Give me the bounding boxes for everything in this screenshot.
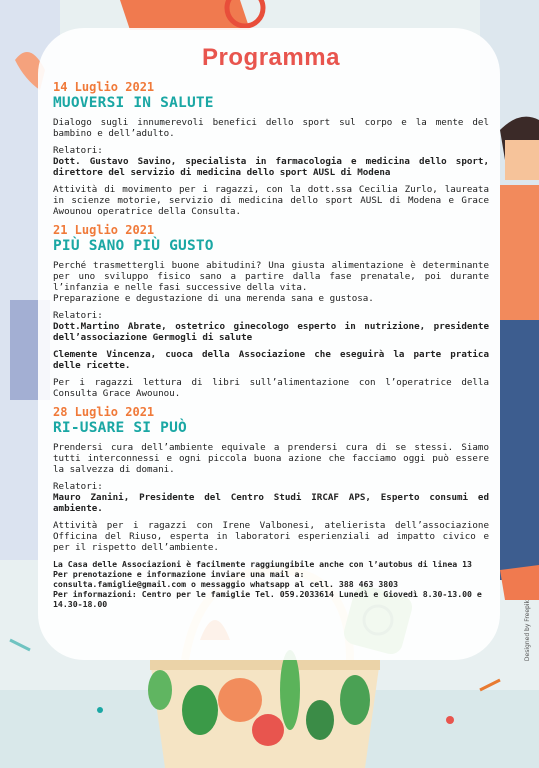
relatori-text-2: Clemente Vincenza, cuoca della Associazione che eseguirà la parte pratica delle ricette. [53, 349, 489, 371]
activity-text: Attività per i ragazzi con Irene Valbonesi, atelierista dell’associazione Officina del Riuso, esperta in laboratori esperienziali ad impatto civico e per il rispetto dell’ambiente. [53, 520, 489, 553]
section-2 [53, 223, 489, 399]
section-date: 21 Luglio 2021 [53, 223, 155, 237]
footer-booking-line: Per prenotazione e informazione inviare una mail a: [53, 569, 305, 579]
section-intro: Dialogo sugli innumerevoli benefici dello sport sul corpo e la mente del bambino e dell’adulto. [53, 117, 489, 139]
footer-info [53, 559, 489, 609]
section-3 [53, 405, 489, 553]
footer-info-line: Per informazioni: Centro per le famiglie Tel. 059.2033614 Lunedì e Giovedì 8.30-13.00 e 14.30-18.00 [53, 589, 482, 609]
design-credit: Designed by Freepik [524, 600, 531, 662]
relatori-label: Relatori: [53, 481, 103, 492]
activity-text: Attività di movimento per i ragazzi, con la dott.ssa Cecilia Zurlo, laureata in scienze motorie, servizio di medicina dello sport AUSL di Modena e Grace Awounou operatrice della Consulta. [53, 184, 489, 217]
programme-content [53, 44, 489, 609]
section-heading: PIÙ SANO PIÙ GUSTO [53, 238, 214, 254]
footer-bus-line: La Casa delle Associazioni è facilmente raggiungibile anche con l’autobus di linea 13 [53, 559, 472, 569]
relatori-text: Mauro Zanini, Presidente del Centro Studi IRCAF APS, Esperto consumi ed ambiente. [53, 492, 489, 514]
section-heading: MUOVERSI IN SALUTE [53, 95, 214, 111]
section-intro-2: Preparazione e degustazione di una merenda sana e gustosa. [53, 293, 374, 304]
relatori-label: Relatori: [53, 310, 103, 321]
relatori-text: Dott.Martino Abrate, ostetrico ginecologo esperto in nutrizione, presidente dell’associazione Germogli di salute [53, 321, 489, 343]
section-date: 14 Luglio 2021 [53, 80, 155, 94]
section-date: 28 Luglio 2021 [53, 405, 155, 419]
activity-text: Per i ragazzi lettura di libri sull’alimentazione con l’operatrice della Consulta Grace Awounou. [53, 377, 489, 399]
footer-contact-line[interactable]: consulta.famiglie@gmail.com o messaggio whatsapp al cell. 388 463 3803 [53, 579, 399, 589]
section-intro: Prendersi cura dell’ambiente equivale a prendersi cura di se stessi. Siamo tutti interconnessi e ogni piccola buona azione che facciamo oggi può essere la salvezza di domani. [53, 442, 489, 475]
relatori-text: Dott. Gustavo Savino, specialista in farmacologia e medicina dello sport, direttore del servizio di medicina dello sport AUSL di Modena [53, 156, 489, 178]
section-heading: RI-USARE SI PUÒ [53, 420, 187, 436]
section-intro: Perché trasmettergli buone abitudini? Una giusta alimentazione è determinante per uno sviluppo fisico sano a partire dalla fase prenatale, poi durante l’infanzia e nelle fasi successive della vita. [53, 260, 489, 293]
page-title: Programma [202, 44, 340, 71]
relatori-label: Relatori: [53, 145, 103, 156]
section-1 [53, 80, 489, 217]
